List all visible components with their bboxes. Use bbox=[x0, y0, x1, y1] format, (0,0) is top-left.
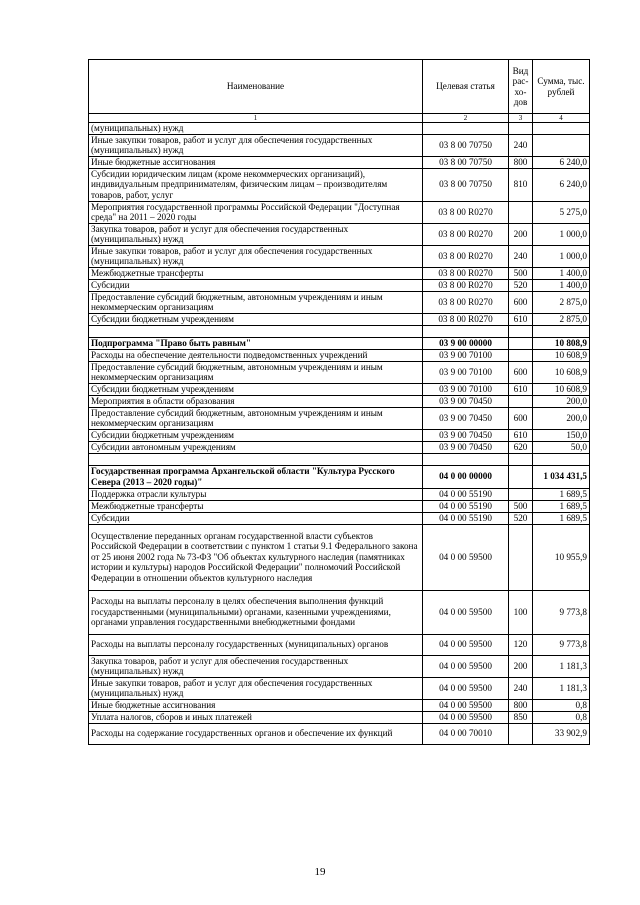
row-target-code: 03 9 00 70100 bbox=[423, 361, 509, 383]
row-name: (муниципальных) нужд bbox=[89, 123, 423, 135]
table-row bbox=[89, 123, 590, 135]
row-sum: 2 875,0 bbox=[533, 313, 590, 325]
row-name: Закупка товаров, работ и услуг для обеспечения государственных (муниципальных) нужд bbox=[89, 223, 423, 245]
row-name: Предоставление субсидий бюджетным, автономным учреждениям и иным некоммерческим организациям bbox=[89, 407, 423, 429]
row-sum: 9 773,8 bbox=[533, 634, 590, 655]
row-target-code: 03 9 00 70450 bbox=[423, 429, 509, 441]
row-expense-kind bbox=[509, 465, 533, 488]
row-expense-kind: 520 bbox=[509, 279, 533, 291]
row-expense-kind bbox=[509, 201, 533, 223]
table-row bbox=[89, 524, 590, 590]
row-sum: 0,8 bbox=[533, 699, 590, 711]
row-name: Мероприятия в области образования bbox=[89, 395, 423, 407]
row-expense-kind bbox=[509, 337, 533, 349]
row-sum: 1 181,3 bbox=[533, 655, 590, 677]
row-expense-kind: 200 bbox=[509, 655, 533, 677]
table-row bbox=[89, 245, 590, 267]
row-expense-kind: 120 bbox=[509, 634, 533, 655]
row-expense-kind: 500 bbox=[509, 500, 533, 512]
row-sum: 6 240,0 bbox=[533, 168, 590, 201]
row-name: Расходы на выплаты персоналу в целях обеспечения выполнения функций государственными (муниципальными) органами, казенными учреждениями, органами управления государственными внебюджетными фондами bbox=[89, 590, 423, 634]
row-sum bbox=[533, 134, 590, 156]
row-sum: 10 608,9 bbox=[533, 383, 590, 395]
table-row bbox=[89, 500, 590, 512]
row-sum: 2 875,0 bbox=[533, 291, 590, 313]
row-sum: 200,0 bbox=[533, 407, 590, 429]
table-row bbox=[89, 441, 590, 453]
row-name: Межбюджетные трансферты bbox=[89, 267, 423, 279]
table-row bbox=[89, 134, 590, 156]
row-name: Расходы на содержание государственных органов и обеспечение их функций bbox=[89, 723, 423, 744]
row-sum: 1 400,0 bbox=[533, 279, 590, 291]
row-name bbox=[89, 453, 423, 465]
row-sum: 6 240,0 bbox=[533, 156, 590, 168]
row-target-code: 03 9 00 70100 bbox=[423, 383, 509, 395]
table-row bbox=[89, 349, 590, 361]
table-row bbox=[89, 291, 590, 313]
row-name: Субсидии бюджетным учреждениям bbox=[89, 429, 423, 441]
row-target-code: 03 8 00 R0270 bbox=[423, 267, 509, 279]
column-number-3: 3 bbox=[509, 114, 533, 123]
row-name: Субсидии юридическим лицам (кроме некоммерческих организаций), индивидуальным предпринимателям, физическим лицам – производителям товаров, работ, услуг bbox=[89, 168, 423, 201]
row-target-code: 04 0 00 59500 bbox=[423, 677, 509, 699]
column-number-2: 2 bbox=[423, 114, 509, 123]
row-expense-kind: 800 bbox=[509, 156, 533, 168]
table-row bbox=[89, 453, 590, 465]
table-row bbox=[89, 168, 590, 201]
row-expense-kind: 800 bbox=[509, 699, 533, 711]
table-row bbox=[89, 655, 590, 677]
row-sum: 1 000,0 bbox=[533, 223, 590, 245]
column-number-1: 1 bbox=[89, 114, 423, 123]
row-sum: 0,8 bbox=[533, 711, 590, 723]
row-expense-kind: 200 bbox=[509, 223, 533, 245]
table-row bbox=[89, 429, 590, 441]
table-row bbox=[89, 201, 590, 223]
row-sum: 33 902,9 bbox=[533, 723, 590, 744]
row-target-code: 03 8 00 R0270 bbox=[423, 313, 509, 325]
table-row bbox=[89, 337, 590, 349]
row-target-code: 03 8 00 70750 bbox=[423, 156, 509, 168]
row-target-code: 04 0 00 59500 bbox=[423, 634, 509, 655]
table-row bbox=[89, 156, 590, 168]
table-body bbox=[89, 123, 590, 745]
row-sum: 10 608,9 bbox=[533, 361, 590, 383]
row-target-code: 03 9 00 70450 bbox=[423, 441, 509, 453]
row-target-code: 03 9 00 00000 bbox=[423, 337, 509, 349]
row-target-code: 03 9 00 70450 bbox=[423, 407, 509, 429]
row-expense-kind: 620 bbox=[509, 441, 533, 453]
row-target-code: 03 8 00 R0270 bbox=[423, 291, 509, 313]
row-name: Субсидии bbox=[89, 512, 423, 524]
header-code: Целевая статья bbox=[423, 60, 509, 114]
row-sum: 1 034 431,5 bbox=[533, 465, 590, 488]
row-target-code: 04 0 00 59500 bbox=[423, 590, 509, 634]
header-name: Наименование bbox=[89, 60, 423, 114]
table-row bbox=[89, 465, 590, 488]
table-row bbox=[89, 512, 590, 524]
row-name: Закупка товаров, работ и услуг для обеспечения государственных (муниципальных) нужд bbox=[89, 655, 423, 677]
column-number-4: 4 bbox=[533, 114, 590, 123]
header-kind: Вид рас-хо-дов bbox=[509, 60, 533, 114]
row-name: Предоставление субсидий бюджетным, автономным учреждениям и иным некоммерческим организациям bbox=[89, 291, 423, 313]
row-target-code bbox=[423, 453, 509, 465]
row-expense-kind bbox=[509, 723, 533, 744]
row-expense-kind: 810 bbox=[509, 168, 533, 201]
row-expense-kind: 850 bbox=[509, 711, 533, 723]
row-name: Иные бюджетные ассигнования bbox=[89, 156, 423, 168]
row-expense-kind: 600 bbox=[509, 407, 533, 429]
row-name: Иные закупки товаров, работ и услуг для обеспечения государственных (муниципальных) нужд bbox=[89, 134, 423, 156]
row-target-code: 04 0 00 55190 bbox=[423, 500, 509, 512]
row-name: Иные бюджетные ассигнования bbox=[89, 699, 423, 711]
row-name: Иные закупки товаров, работ и услуг для обеспечения государственных (муниципальных) нужд bbox=[89, 245, 423, 267]
column-number-row bbox=[89, 114, 590, 123]
row-expense-kind bbox=[509, 524, 533, 590]
row-target-code: 04 0 00 59500 bbox=[423, 711, 509, 723]
table-header-row bbox=[89, 60, 590, 114]
row-target-code: 03 9 00 70450 bbox=[423, 395, 509, 407]
row-target-code: 04 0 00 00000 bbox=[423, 465, 509, 488]
row-sum: 1 400,0 bbox=[533, 267, 590, 279]
row-sum: 9 773,8 bbox=[533, 590, 590, 634]
row-expense-kind bbox=[509, 349, 533, 361]
row-sum: 1 689,5 bbox=[533, 512, 590, 524]
row-sum: 1 689,5 bbox=[533, 488, 590, 500]
row-target-code: 04 0 00 59500 bbox=[423, 699, 509, 711]
row-target-code bbox=[423, 325, 509, 337]
row-expense-kind bbox=[509, 395, 533, 407]
row-target-code bbox=[423, 123, 509, 135]
row-name: Поддержка отрасли культуры bbox=[89, 488, 423, 500]
row-expense-kind: 500 bbox=[509, 267, 533, 279]
row-sum bbox=[533, 123, 590, 135]
row-sum: 1 000,0 bbox=[533, 245, 590, 267]
row-expense-kind bbox=[509, 488, 533, 500]
row-expense-kind: 610 bbox=[509, 429, 533, 441]
row-name: Субсидии бюджетным учреждениям bbox=[89, 383, 423, 395]
header-sum: Сумма, тыс. рублей bbox=[533, 60, 590, 114]
row-target-code: 03 8 00 R0270 bbox=[423, 201, 509, 223]
row-sum: 10 608,9 bbox=[533, 349, 590, 361]
row-expense-kind: 240 bbox=[509, 134, 533, 156]
table-row bbox=[89, 723, 590, 744]
table-row bbox=[89, 407, 590, 429]
row-expense-kind: 240 bbox=[509, 245, 533, 267]
row-expense-kind bbox=[509, 325, 533, 337]
table-row bbox=[89, 279, 590, 291]
budget-table bbox=[88, 59, 590, 745]
table-row bbox=[89, 677, 590, 699]
table-row bbox=[89, 313, 590, 325]
row-sum: 5 275,0 bbox=[533, 201, 590, 223]
row-name: Мероприятия государственной программы Российской Федерации "Доступная среда" на 2011 – 2020 годы bbox=[89, 201, 423, 223]
table-row bbox=[89, 488, 590, 500]
row-expense-kind: 610 bbox=[509, 383, 533, 395]
row-sum: 200,0 bbox=[533, 395, 590, 407]
row-sum: 10 808,9 bbox=[533, 337, 590, 349]
row-target-code: 03 8 00 R0270 bbox=[423, 223, 509, 245]
row-name: Межбюджетные трансферты bbox=[89, 500, 423, 512]
table-row bbox=[89, 711, 590, 723]
row-expense-kind bbox=[509, 453, 533, 465]
row-name: Подпрограмма "Право быть равным" bbox=[89, 337, 423, 349]
row-expense-kind bbox=[509, 123, 533, 135]
table-row bbox=[89, 223, 590, 245]
row-target-code: 03 9 00 70100 bbox=[423, 349, 509, 361]
row-expense-kind: 600 bbox=[509, 291, 533, 313]
row-name: Субсидии bbox=[89, 279, 423, 291]
row-name: Субсидии автономным учреждениям bbox=[89, 441, 423, 453]
row-name bbox=[89, 325, 423, 337]
row-sum: 150,0 bbox=[533, 429, 590, 441]
row-expense-kind: 520 bbox=[509, 512, 533, 524]
row-target-code: 04 0 00 59500 bbox=[423, 655, 509, 677]
row-target-code: 03 8 00 70750 bbox=[423, 168, 509, 201]
row-target-code: 03 8 00 R0270 bbox=[423, 245, 509, 267]
page-number: 19 bbox=[314, 866, 326, 878]
row-expense-kind: 100 bbox=[509, 590, 533, 634]
row-sum: 1 181,3 bbox=[533, 677, 590, 699]
row-name: Государственная программа Архангельской области "Культура Русского Севера (2013 – 2020 годы)" bbox=[89, 465, 423, 488]
row-target-code: 03 8 00 70750 bbox=[423, 134, 509, 156]
table-row bbox=[89, 325, 590, 337]
row-name: Субсидии бюджетным учреждениям bbox=[89, 313, 423, 325]
row-expense-kind: 240 bbox=[509, 677, 533, 699]
table-row bbox=[89, 699, 590, 711]
table-row bbox=[89, 634, 590, 655]
table-row bbox=[89, 383, 590, 395]
row-sum: 50,0 bbox=[533, 441, 590, 453]
table-row bbox=[89, 395, 590, 407]
row-sum: 1 689,5 bbox=[533, 500, 590, 512]
row-expense-kind: 610 bbox=[509, 313, 533, 325]
row-target-code: 04 0 00 55190 bbox=[423, 512, 509, 524]
row-expense-kind: 600 bbox=[509, 361, 533, 383]
table-row bbox=[89, 590, 590, 634]
row-target-code: 04 0 00 59500 bbox=[423, 524, 509, 590]
row-name: Предоставление субсидий бюджетным, автономным учреждениям и иным некоммерческим организациям bbox=[89, 361, 423, 383]
row-name: Иные закупки товаров, работ и услуг для обеспечения государственных (муниципальных) нужд bbox=[89, 677, 423, 699]
row-name: Уплата налогов, сборов и иных платежей bbox=[89, 711, 423, 723]
row-name: Расходы на обеспечение деятельности подведомственных учреждений bbox=[89, 349, 423, 361]
row-target-code: 04 0 00 55190 bbox=[423, 488, 509, 500]
row-target-code: 04 0 00 70010 bbox=[423, 723, 509, 744]
row-sum: 10 955,9 bbox=[533, 524, 590, 590]
row-name: Осуществление переданных органам государственной власти субъектов Российской Федерации в соответствии с пунктом 1 статьи 9.1 Федерального закона от 25 июня 2002 года № 73-ФЗ "Об объектах культурного наследия (памятниках истории и культуры) народов Российской Федерации" полномочий Российской Федерации в отношении объектов культурного наследия bbox=[89, 524, 423, 590]
row-target-code: 03 8 00 R0270 bbox=[423, 279, 509, 291]
row-name: Расходы на выплаты персоналу государственных (муниципальных) органов bbox=[89, 634, 423, 655]
row-sum bbox=[533, 325, 590, 337]
table-row bbox=[89, 361, 590, 383]
row-sum bbox=[533, 453, 590, 465]
table-row bbox=[89, 267, 590, 279]
